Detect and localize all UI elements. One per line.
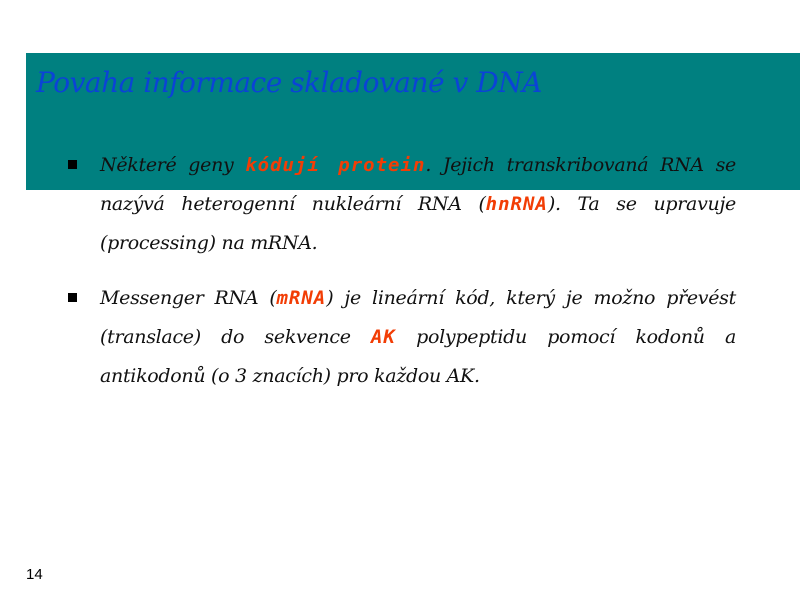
slide-number: 14 <box>26 566 43 583</box>
highlight-term: AK <box>370 326 396 348</box>
slide-title: Povaha informace skladované v DNA <box>36 66 542 99</box>
bullet-text: . Jejich transkribovaná RNA se nazývá heterogenní nukleární RNA ( <box>100 154 736 215</box>
bullet-item-genes <box>68 146 736 263</box>
bullet-text: ) je lineární kód, který je možno převést (translace) do sekvence <box>100 287 736 348</box>
highlight-term: kódují protein <box>245 154 426 176</box>
bullet-text: polypeptidu pomocí kodonů a antikodonů (o 3 znacích) pro každou AK. <box>100 326 737 387</box>
bullet-item-mrna <box>68 279 736 396</box>
square-bullet-icon <box>68 293 77 302</box>
highlight-term: mRNA <box>276 287 327 309</box>
bullet-list <box>68 146 736 412</box>
highlight-term: hnRNA <box>485 193 548 215</box>
bullet-text: Některé geny <box>100 154 246 176</box>
bullet-text: Messenger RNA ( <box>100 287 277 309</box>
bullet-text: ). Ta se upravuje (processing) na mRNA. <box>100 193 736 254</box>
square-bullet-icon <box>68 160 77 169</box>
